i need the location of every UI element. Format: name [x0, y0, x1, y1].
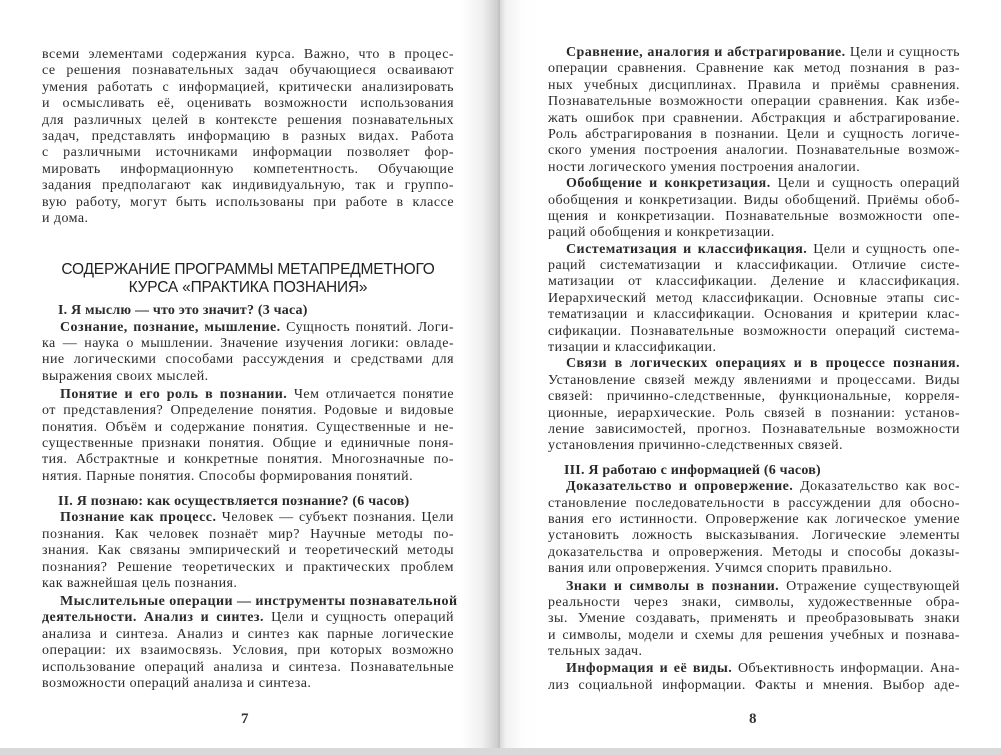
section-2-continued-body [548, 45, 960, 455]
program-heading-line: КУРСА «ПРАКТИКА ПОЗНАНИЯ» [128, 279, 368, 297]
text-line: и символы, модели и схемы для решения учебных и познава- [548, 627, 960, 643]
text-line: зы. Умение создавать, применять и преобразовывать знаки [548, 611, 960, 627]
bold-topic-title: Информация и её виды. [566, 661, 733, 677]
text-line [548, 579, 960, 595]
text-line [42, 387, 454, 403]
section-1-body [42, 320, 454, 485]
text-line: вания его истинности. Опровержение как логическое умение [548, 511, 960, 527]
text-line: всеми элементами содержания курса. Важно, что в процес- [42, 47, 454, 62]
text-line [548, 45, 960, 61]
page-number: 7 [241, 711, 249, 727]
text-line: лиз социальной информации. Факты и мнения. Выбор аде- [548, 677, 960, 693]
text-line: сификации. Познавательные возможности операций система- [548, 323, 960, 339]
bold-topic-title: деятельности. Анализ и синтез. [42, 610, 264, 626]
section-2-body [42, 510, 458, 692]
right-page [500, 0, 1001, 748]
topic-text: Человек — субъект познания. Цели [216, 510, 454, 526]
scan-bottom-edge [0, 748, 1001, 755]
text-line: Роль абстрагирования в познании. Цели и сущность логиче- [548, 126, 960, 142]
text-line: ние логическими способами рассуждения и средствами для [42, 352, 454, 368]
section-1-title: I. Я мыслю — что это значит? (3 часа) [58, 303, 308, 319]
paragraph [548, 356, 960, 454]
paragraph [548, 45, 960, 176]
program-heading-line: СОДЕРЖАНИЕ ПРОГРАММЫ МЕТАПРЕДМЕТНОГО [61, 261, 435, 279]
topic-text: Цели и сущность операций [263, 610, 455, 626]
topic-text: Отражение существующей [779, 578, 960, 594]
text-line: связей: причинно-следственные, функциональные, корреля- [548, 389, 960, 405]
bold-topic-title: Познание как процесс. [60, 510, 217, 526]
text-line: Иерархический метод классификации. Основные этапы сис- [548, 290, 960, 306]
section-2-title: II. Я познаю: как осуществляется познание? (6 часов) [58, 494, 410, 510]
text-line: Познавательные возможности операции сравнения. Как избе- [548, 94, 960, 110]
bold-topic-title: Мыслительные операции — инструменты познавательной [60, 593, 458, 609]
text-line [548, 242, 960, 258]
text-line: познания? Решение теоретических и практических проблем [42, 559, 454, 575]
topic-text: Чем отличается понятие [287, 386, 455, 402]
text-line: жать ошибок при сравнении. Абстракция и абстрагирование. [548, 110, 960, 126]
text-line: задания предполагают как индивидуальную, так и группо- [42, 178, 454, 194]
text-line: выражения своих мыслей. [42, 368, 209, 384]
text-line [42, 610, 454, 626]
text-line: вания или опровержения. Учимся спорить правильно. [548, 561, 893, 577]
bold-topic-title: Систематизация и классификация. [566, 241, 808, 257]
text-line: вую работу, могут быть использованы при работе в классе [42, 194, 454, 210]
text-line: познания. Как человек познаёт мир? Научные методы по- [42, 526, 454, 542]
text-line [42, 510, 454, 526]
text-line: от представления? Определение понятия. Родовые и видовые [42, 403, 454, 419]
text-line: установления причинно-следственных связей. [548, 438, 843, 454]
text-line: установить ложность высказывания. Логические элементы [548, 528, 960, 544]
text-line: с различными источниками информации позволяет фор- [42, 145, 454, 161]
topic-text: Объективность информации. Ана- [732, 661, 960, 677]
paragraph [548, 176, 960, 242]
topic-text: Цели и сущность опе- [807, 241, 960, 257]
section-3-title: III. Я работаю с информацией (6 часов) [564, 462, 821, 478]
text-line: матизации от классификации. Деление и классификация. [548, 274, 960, 290]
text-line: ционные, иерархические. Роль связей в познании: установ- [548, 405, 960, 421]
text-line: и дома. [42, 210, 89, 226]
text-line: мировать информационную компетентность. Обучающие [42, 161, 454, 177]
topic-text: Цели и сущность [845, 45, 960, 60]
text-line: анализа и синтеза. Анализ и синтез как парные логические [42, 626, 454, 642]
paragraph [548, 479, 960, 577]
text-line: ка — наука о мышлении. Значение изучения логики: овладе- [42, 336, 454, 352]
bold-topic-title: Доказательство и опровержение. [566, 479, 794, 495]
text-line: умения работать с информацией, критически анализировать [42, 79, 454, 95]
topic-text: Сущность понятий. Логи- [280, 319, 454, 335]
paragraph [42, 593, 458, 692]
text-line: ных учебных дисциплинах. Правила и приёмы сравнения. [548, 77, 960, 93]
text-line: существенные признаки понятия. Общие и единичные поня- [42, 435, 454, 451]
paragraph [548, 242, 960, 357]
section-3-body [548, 479, 960, 694]
page-number: 8 [749, 711, 757, 727]
text-line: задач, представлять информацию в разных видах. Работа [42, 128, 454, 144]
program-heading [42, 261, 454, 297]
text-line: щения и конкретизации. Познавательные возможности опе- [548, 208, 960, 224]
bold-topic-title: Знаки и символы в познании. [566, 578, 780, 594]
paragraph [42, 510, 454, 592]
left-page [0, 0, 500, 748]
bold-topic-title: Связи в логических операциях и в процессе познания. [566, 356, 960, 372]
paragraph [548, 661, 960, 694]
text-line: реальности через знаки, символы, художественные обра- [548, 594, 960, 610]
text-line: тематизации и классификации. Основания и критерии клас- [548, 307, 960, 323]
text-line: ности логического умения построения аналогии. [548, 159, 861, 175]
text-line: возможности операций анализа и синтеза. [42, 675, 312, 691]
text-line: как важнейшая цель познания. [42, 576, 238, 592]
text-line: становление последовательности в рассуждении для обосно- [548, 495, 960, 511]
text-line: ского умения построения аналогии. Познавательные возмож- [548, 143, 960, 159]
left-page-text [42, 47, 458, 692]
topic-text: Доказательство как вос- [793, 479, 960, 495]
text-line: тия. Абстрактные и конкретные понятия. Многозначные по- [42, 452, 454, 468]
text-line: операции сравнения. Сравнение как метод познания в раз- [548, 61, 960, 77]
text-line: раций обобщения и конкретизации. [548, 225, 775, 241]
intro-paragraph [42, 47, 454, 227]
right-page-text [548, 45, 960, 694]
text-line: для различных целей в контексте решения познавательных [42, 112, 454, 128]
text-line: раций систематизации и классификации. Отличие систе- [548, 258, 960, 274]
paragraph [42, 47, 454, 227]
bold-topic-title: Сравнение, аналогия и абстрагирование. [566, 45, 846, 60]
text-line: знания. Как связаны эмпирический и теоретический методы [42, 543, 454, 559]
text-line [42, 320, 454, 336]
bold-topic-title: Сознание, познание, мышление. [60, 319, 281, 335]
paragraph [42, 320, 454, 386]
text-line: понятия. Объём и содержание понятия. Существенные и не- [42, 419, 454, 435]
topic-text: Цели и сущность операций [770, 176, 960, 192]
text-line [42, 593, 458, 610]
text-line [548, 176, 960, 192]
text-line: се решения познавательных задач обучающиеся осваивают [42, 63, 454, 79]
bold-topic-title: Обобщение и конкретизация. [566, 176, 771, 192]
text-line [548, 661, 960, 677]
text-line: ление зависимостей, прогноз. Познавательные возможности [548, 421, 960, 437]
text-line: обобщения и конкретизации. Виды обобщений. Приёмы обоб- [548, 192, 960, 208]
text-line: операции: их взаимосвязь. Условия, при которых возможно [42, 643, 454, 659]
text-line: Установление связей между явлениями и процессами. Виды [548, 372, 960, 388]
bold-topic-title: Понятие и его роль в познании. [60, 386, 288, 402]
text-line: нятия. Парные понятия. Способы формирования понятий. [42, 468, 414, 484]
text-line [548, 356, 960, 372]
text-line [548, 479, 960, 495]
paragraph [42, 387, 454, 485]
text-line: тизации и классификации. [548, 340, 717, 356]
text-line: доказательства и опровержения. Методы и способы доказы- [548, 544, 960, 560]
text-line: использование операций анализа и синтеза. Познавательные [42, 659, 454, 675]
paragraph [548, 579, 960, 661]
text-line: и осмысливать её, оценивать возможности использования [42, 96, 454, 112]
text-line: тельных задач. [548, 644, 643, 660]
